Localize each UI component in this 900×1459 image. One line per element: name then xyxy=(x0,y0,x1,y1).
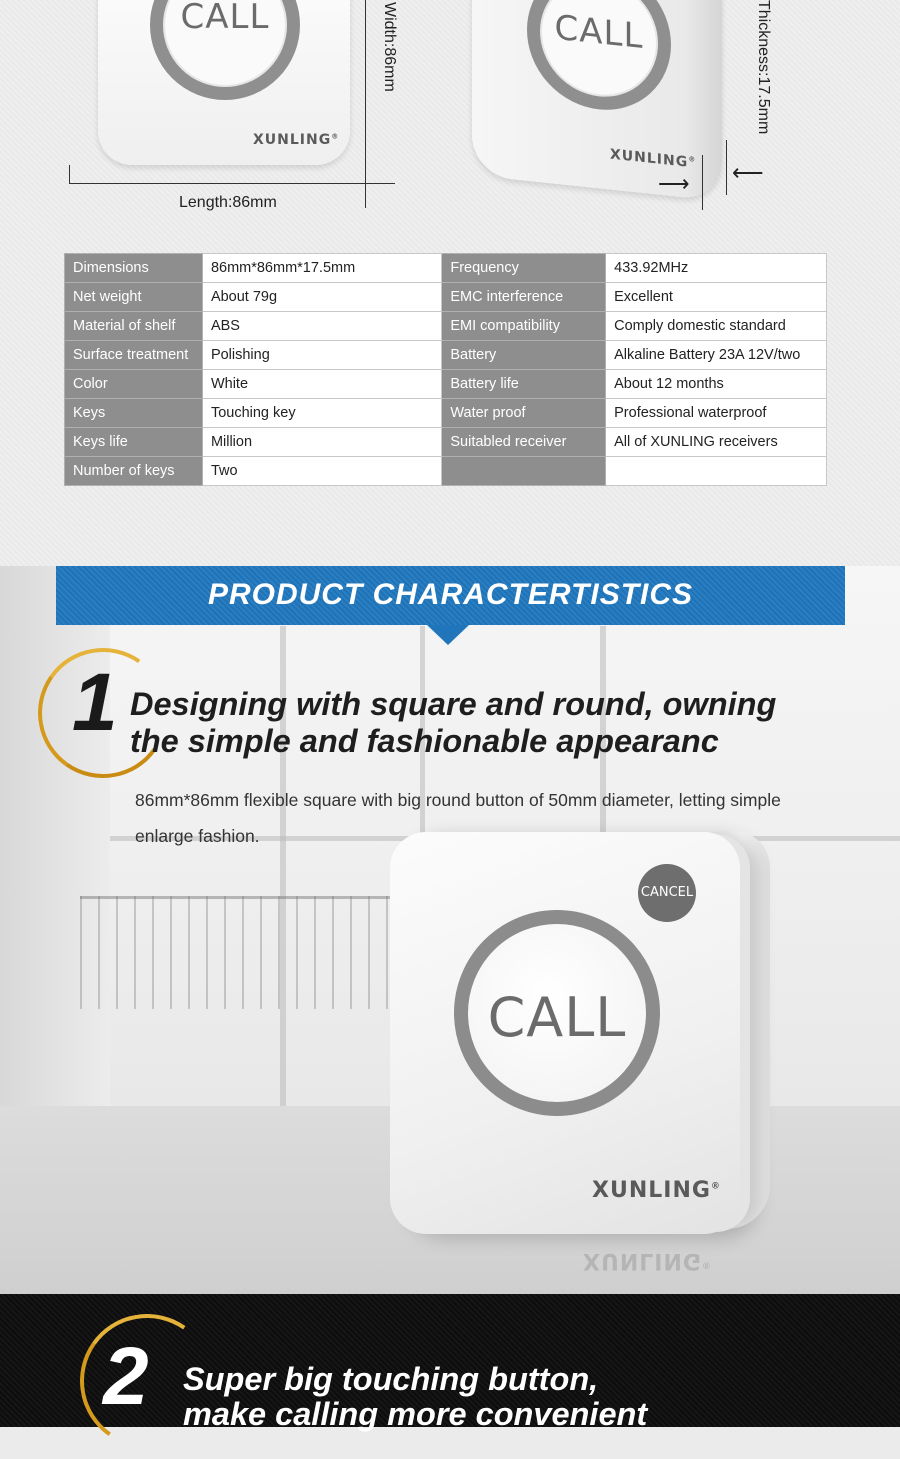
spec-key: EMC interference xyxy=(442,283,606,312)
call-button-ring xyxy=(150,0,300,100)
spec-value: Comply domestic standard xyxy=(606,312,827,341)
feature-title-line: make calling more convenient xyxy=(183,1396,648,1432)
feature-title-line: the simple and fashionable appearanc xyxy=(130,723,719,759)
brand-logo: XUNLING® xyxy=(592,1178,721,1203)
table-row xyxy=(65,457,827,486)
call-button-ring xyxy=(454,910,660,1116)
cancel-button-image: CANCEL xyxy=(638,864,696,922)
spec-key: Net weight xyxy=(65,283,203,312)
arrow-left-icon: ⟵ xyxy=(732,160,764,185)
section-banner xyxy=(56,566,845,625)
brand-logo: XUNLING® xyxy=(610,146,697,171)
feature-number: 1 xyxy=(72,657,118,748)
length-dimension-line xyxy=(69,183,395,184)
device-front-image xyxy=(98,0,350,165)
spec-key: Material of shelf xyxy=(65,312,203,341)
call-label: CALL xyxy=(554,7,644,58)
spec-key: Water proof xyxy=(442,399,606,428)
background-railing xyxy=(80,896,440,1009)
table-row xyxy=(65,254,827,283)
spec-key: EMI compatibility xyxy=(442,312,606,341)
spec-value: Professional waterproof xyxy=(606,399,827,428)
width-dimension-line xyxy=(365,0,366,208)
feature-description: 86mm*86mm flexible square with big round button of 50mm diameter, letting simple enlarge fashion. xyxy=(135,790,781,846)
call-label: CALL xyxy=(180,0,270,37)
feature-title-line: Designing with square and round, owning xyxy=(130,686,777,722)
spec-value: About 79g xyxy=(202,283,441,312)
call-label: CALL xyxy=(487,986,627,1049)
spec-value: White xyxy=(202,370,441,399)
spec-key xyxy=(442,457,606,486)
spec-value: Alkaline Battery 23A 12V/two xyxy=(606,341,827,370)
length-tick xyxy=(69,165,70,184)
spec-value: Excellent xyxy=(606,283,827,312)
feature2-section xyxy=(0,1294,900,1432)
table-row xyxy=(65,312,827,341)
call-button-ring xyxy=(527,0,671,117)
thickness-line-right xyxy=(726,140,727,195)
spec-key: Number of keys xyxy=(65,457,203,486)
length-label: Length:86mm xyxy=(179,194,277,211)
spec-key: Battery xyxy=(442,341,606,370)
arrow-right-icon: ⟶ xyxy=(658,171,690,196)
brand-logo: XUNLING® xyxy=(253,132,340,148)
spec-key: Keys xyxy=(65,399,203,428)
brand-reflection: XUNLING® xyxy=(583,1248,712,1273)
spec-value: 433.92MHz xyxy=(606,254,827,283)
table-row xyxy=(65,370,827,399)
feature-title-line: Super big touching button, xyxy=(183,1361,599,1397)
spec-key: Surface treatment xyxy=(65,341,203,370)
table-row xyxy=(65,341,827,370)
feature-title xyxy=(130,686,776,760)
feature-title xyxy=(183,1362,647,1432)
spec-key: Dimensions xyxy=(65,254,203,283)
spec-section xyxy=(0,0,900,566)
spec-value: About 12 months xyxy=(606,370,827,399)
spec-key: Suitabled receiver xyxy=(442,428,606,457)
feature-number: 2 xyxy=(103,1331,149,1422)
banner-title: PRODUCT CHARACTERTISTICS xyxy=(207,578,694,611)
table-row xyxy=(65,428,827,457)
spec-value: Two xyxy=(202,457,441,486)
spec-value xyxy=(606,457,827,486)
spec-value: Touching key xyxy=(202,399,441,428)
thickness-label: Thickness:17.5mm xyxy=(755,0,772,135)
spec-value: Million xyxy=(202,428,441,457)
spec-value: All of XUNLING receivers xyxy=(606,428,827,457)
table-row xyxy=(65,399,827,428)
spec-key: Battery life xyxy=(442,370,606,399)
width-label: Width:86mm xyxy=(381,2,398,92)
spec-value: 86mm*86mm*17.5mm xyxy=(202,254,441,283)
spec-key: Keys life xyxy=(65,428,203,457)
spec-table xyxy=(64,253,827,486)
spec-key: Frequency xyxy=(442,254,606,283)
spec-value: Polishing xyxy=(202,341,441,370)
thickness-line-left xyxy=(702,155,703,210)
banner-pointer xyxy=(427,625,469,645)
spec-value: ABS xyxy=(202,312,441,341)
spec-key: Color xyxy=(65,370,203,399)
table-row xyxy=(65,283,827,312)
